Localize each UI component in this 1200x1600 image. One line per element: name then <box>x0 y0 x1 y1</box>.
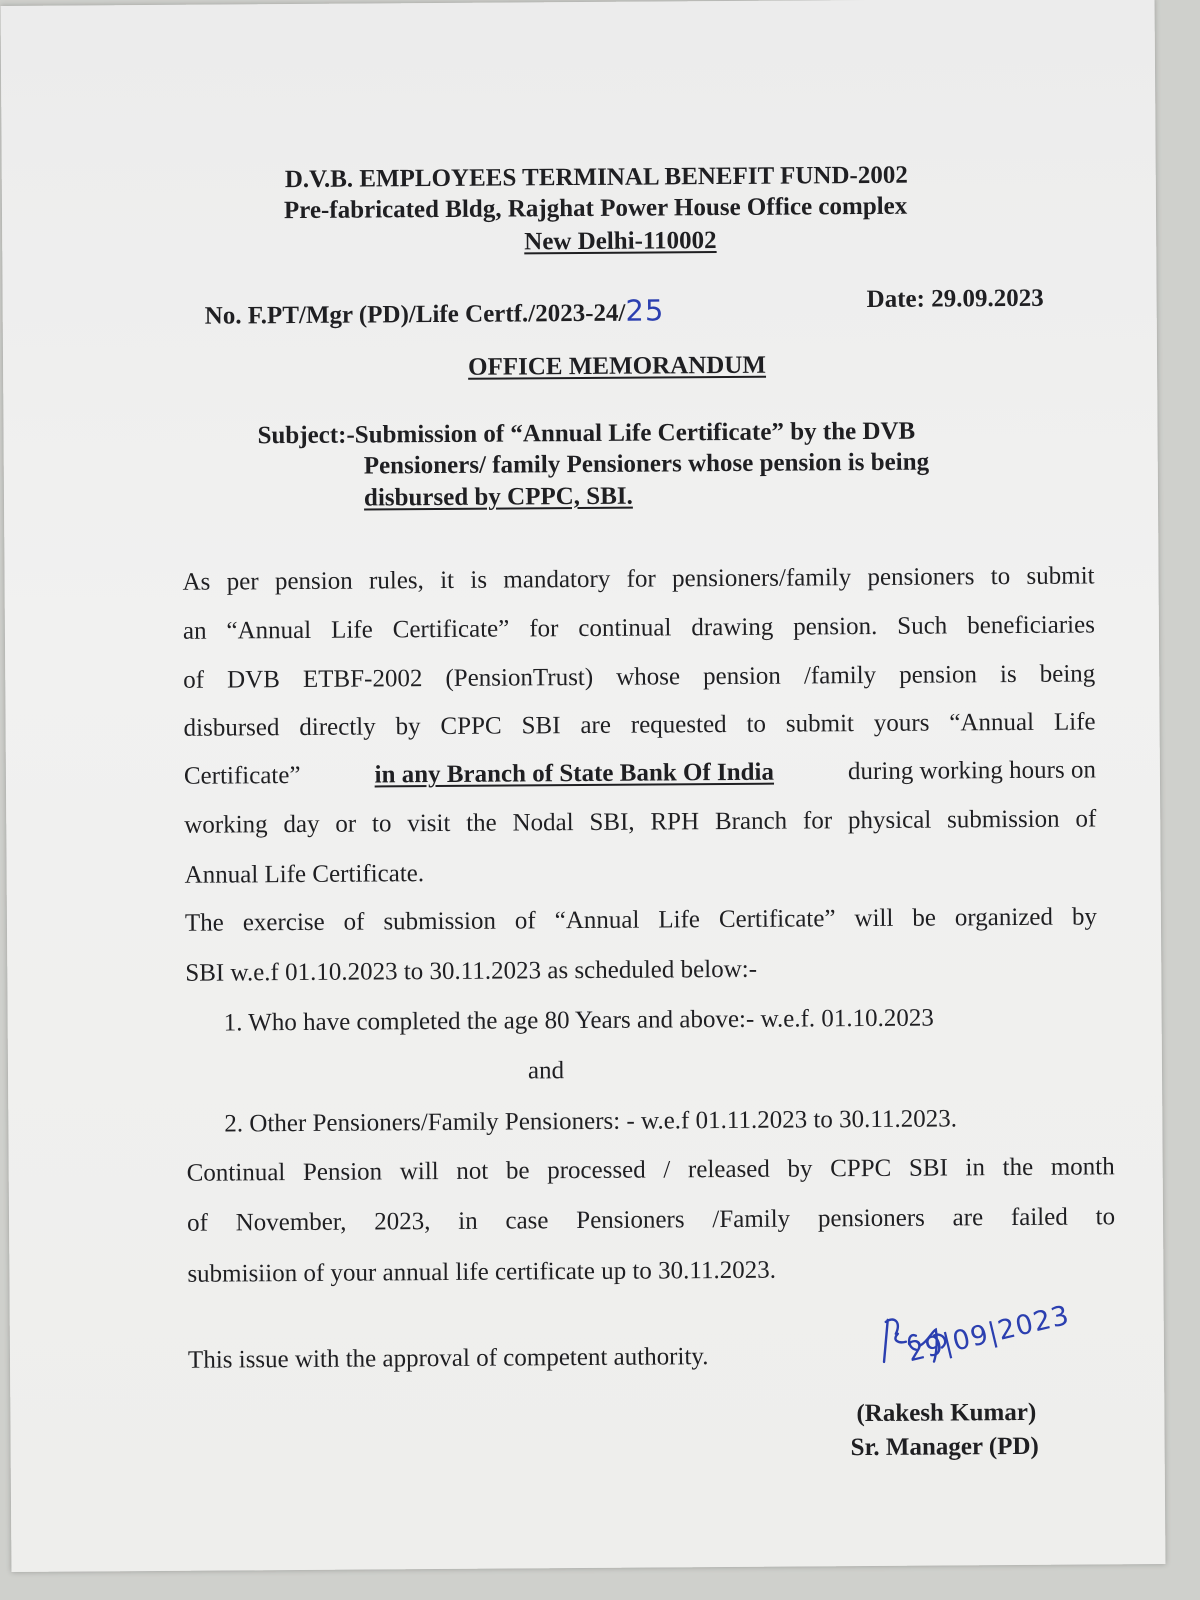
paragraph-3-line-3: submisiion of your annual life certificate up to 30.11.2023. <box>187 1256 777 1288</box>
signatory-name: (Rakesh Kumar) <box>856 1398 1037 1428</box>
schedule-and: and <box>527 1057 565 1085</box>
subject-line-3: disbursed by CPPC, SBI. <box>363 482 633 512</box>
signature-date: 29|09|2023 <box>904 1299 1073 1369</box>
emphasis-branch-text: in any Branch of State Bank Of India <box>374 758 775 789</box>
subject-line-2: Pensioners/ family Pensioners whose pension is being <box>363 448 930 480</box>
paragraph-2-line-1: The exercise of submission of “Annual Life Certificate” will be organized by <box>184 903 1098 937</box>
reference-number-printed: No. F.PT/Mgr (PD)/Life Certf./2023-24/ <box>204 299 626 330</box>
reference-number-handwritten: 25 <box>625 293 665 328</box>
approval-note: This issue with the approval of competent authority. <box>187 1343 709 1374</box>
paragraph-1-line-2: an “Annual Life Certificate” for continual drawing pension. Such beneficiaries <box>182 611 1095 645</box>
paragraph-2-line-2: SBI w.e.f 01.10.2023 to 30.11.2023 as scheduled below:- <box>185 955 758 987</box>
paragraph-1-line-5-start: Certificate” <box>183 761 301 790</box>
signatory-designation: Sr. Manager (PD) <box>850 1432 1039 1462</box>
paragraph-1-line-1: As per pension rules, it is mandatory for pensioners/family pensioners to submit <box>182 562 1095 596</box>
subject-line-1: Subject:-Submission of “Annual Life Certificate” by the DVB <box>257 417 916 450</box>
org-name: D.V.B. EMPLOYEES TERMINAL BENEFIT FUND-2002 <box>284 161 908 194</box>
org-address: Pre-fabricated Bldg, Rajghat Power House Office complex <box>283 192 908 225</box>
paragraph-1-line-5 <box>184 756 1096 790</box>
paragraph-1-line-3: of DVB ETBF-2002 (PensionTrust) whose pension /family pension is being <box>183 660 1096 694</box>
paragraph-1-line-4: disbursed directly by CPPC SBI are requested to submit yours “Annual Life <box>183 708 1096 742</box>
paragraph-3-line-1: Continual Pension will not be processed / released by CPPC SBI in the month <box>186 1153 1115 1187</box>
paragraph-3-line-2: of November, 2023, in case Pensioners /Family pensioners are failed to <box>186 1203 1116 1237</box>
memo-sheet <box>1 0 1166 1572</box>
memo-title: OFFICE MEMORANDUM <box>467 351 767 381</box>
reference-number <box>205 293 665 330</box>
paragraph-1-line-5-end: during working hours on <box>847 756 1096 786</box>
paragraph-1-line-7: Annual Life Certificate. <box>184 860 425 889</box>
schedule-item-2: 2. Other Pensioners/Family Pensioners: - w.e.f 01.11.2023 to 30.11.2023. <box>224 1105 958 1138</box>
org-city: New Delhi-110002 <box>524 227 717 256</box>
schedule-item-1: 1. Who have completed the age 80 Years and above:- w.e.f. 01.10.2023 <box>223 1004 934 1037</box>
memo-date: Date: 29.09.2023 <box>866 284 1044 314</box>
paragraph-1-line-6: working day or to visit the Nodal SBI, RPH Branch for physical submission of <box>184 805 1097 839</box>
